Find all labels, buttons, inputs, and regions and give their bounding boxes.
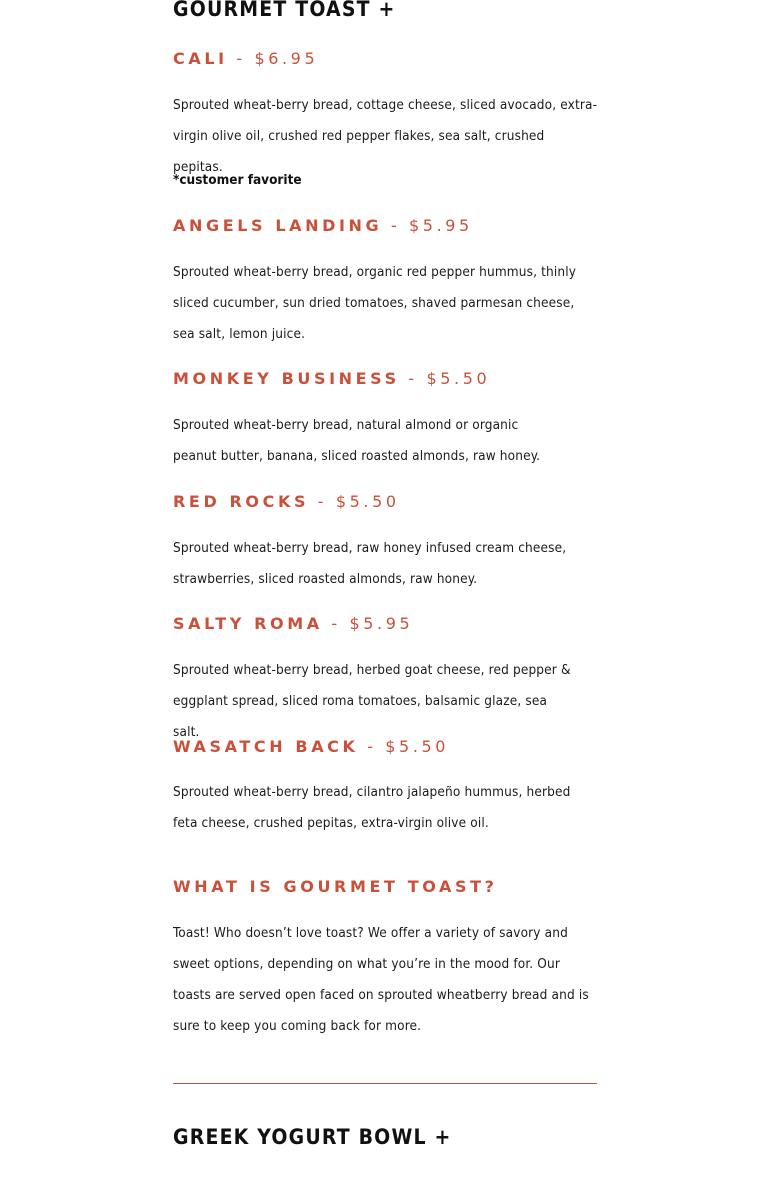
menu-item-description-salty-roma: Sprouted wheat-berry bread, herbed goat cheese, red pepper & eggplant spread, sliced roma tomatoes, balsamic glaze, sea salt. xyxy=(173,662,571,740)
section-title-greek-yogurt-bowl[interactable]: GREEK YOGURT BOWL + xyxy=(173,1125,452,1149)
menu-item-name: MONKEY BUSINESS xyxy=(173,369,400,388)
menu-item-price: $5.95 xyxy=(409,216,473,235)
menu-item-price: $5.50 xyxy=(385,737,450,756)
menu-item-heading-salty-roma xyxy=(173,614,413,633)
menu-item-separator: - xyxy=(382,216,410,235)
section-title-gourmet-toast[interactable]: GOURMET TOAST + xyxy=(173,0,396,21)
menu-item-price: $5.50 xyxy=(426,369,491,388)
menu-item-name: CALI xyxy=(173,49,228,68)
menu-item-heading-cali xyxy=(173,49,318,68)
customer-favorite-note: *customer favorite xyxy=(173,172,302,188)
menu-item-description-angels-landing: Sprouted wheat-berry bread, organic red pepper hummus, thinly sliced cucumber, sun dried tomatoes, shaved parmesan cheese, sea salt, lemon juice. xyxy=(173,264,577,342)
menu-item-description-cali: Sprouted wheat-berry bread, cottage cheese, sliced avocado, extra-virgin olive oil, crushed red pepper flakes, sea salt, crushed pepitas. xyxy=(173,97,598,175)
about-heading: WHAT IS GOURMET TOAST? xyxy=(173,877,498,896)
menu-item-separator: - xyxy=(309,492,336,511)
menu-item-heading-monkey-business xyxy=(173,369,490,388)
menu-item-price: $5.50 xyxy=(335,492,400,511)
menu-item-separator: - xyxy=(399,369,427,388)
menu-item-heading-red-rocks xyxy=(173,492,400,511)
menu-item-separator: - xyxy=(227,49,255,68)
menu-item-name: RED ROCKS xyxy=(173,492,310,511)
menu-item-description-red-rocks: Sprouted wheat-berry bread, raw honey infused cream cheese, strawberries, sliced roasted almonds, raw honey. xyxy=(173,540,567,587)
menu-item-name: WASATCH BACK xyxy=(173,737,359,756)
menu-item-separator: - xyxy=(358,737,386,756)
about-text: Toast! Who doesn’t love toast? We offer a variety of savory and sweet options, depending on what you’re in the mood for. Our toasts are served open faced on sprouted wheatberry bread and is sure to keep you coming back for more. xyxy=(173,925,589,1034)
menu-item-description-wasatch-back: Sprouted wheat-berry bread, cilantro jalapeño hummus, herbed feta cheese, crushed pepitas, extra-virgin olive oil. xyxy=(173,784,571,831)
menu-item-description-monkey-business: Sprouted wheat-berry bread, natural almond or organic peanut butter, banana, sliced roasted almonds, raw honey. xyxy=(173,417,541,464)
menu-item-price: $6.95 xyxy=(254,49,319,68)
menu-item-name: SALTY ROMA xyxy=(173,614,323,633)
menu-item-name: ANGELS LANDING xyxy=(173,216,383,235)
menu-item-price: $5.95 xyxy=(349,614,414,633)
section-divider xyxy=(173,1083,597,1084)
menu-item-heading-wasatch-back xyxy=(173,737,449,756)
menu-item-separator: - xyxy=(322,614,350,633)
menu-item-heading-angels-landing xyxy=(173,216,473,235)
